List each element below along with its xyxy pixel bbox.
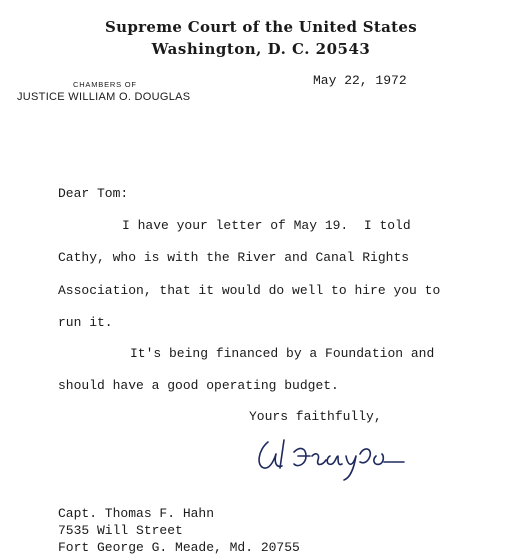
chambers-label: CHAMBERS OF (73, 80, 137, 89)
justice-name: JUSTICE WILLIAM O. DOUGLAS (17, 91, 191, 103)
addressee-city: Fort George G. Meade, Md. 20755 (58, 540, 300, 555)
closing: Yours faithfully, (249, 409, 382, 424)
letter-date: May 22, 1972 (313, 73, 407, 88)
addressee-name: Capt. Thomas F. Hahn (58, 506, 215, 521)
salutation: Dear Tom: (58, 186, 129, 201)
paragraph-2-line-1: It's being financed by a Foundation and (130, 346, 435, 361)
paragraph-1-line-3: Association, that it would do well to hire you to (58, 283, 441, 298)
paragraph-1-line-4: run it. (58, 315, 113, 330)
paragraph-1-line-1: I have your letter of May 19. I told (122, 218, 411, 233)
letterhead-location: Washington, D. C. 20543 (151, 40, 371, 58)
paragraph-2-line-2: should have a good operating budget. (58, 378, 339, 393)
letterhead-court-name: Supreme Court of the United States (105, 18, 417, 36)
paragraph-1-line-2: Cathy, who is with the River and Canal Rights (58, 250, 410, 265)
addressee-street: 7535 Will Street (58, 523, 183, 538)
signature-icon (254, 432, 414, 482)
